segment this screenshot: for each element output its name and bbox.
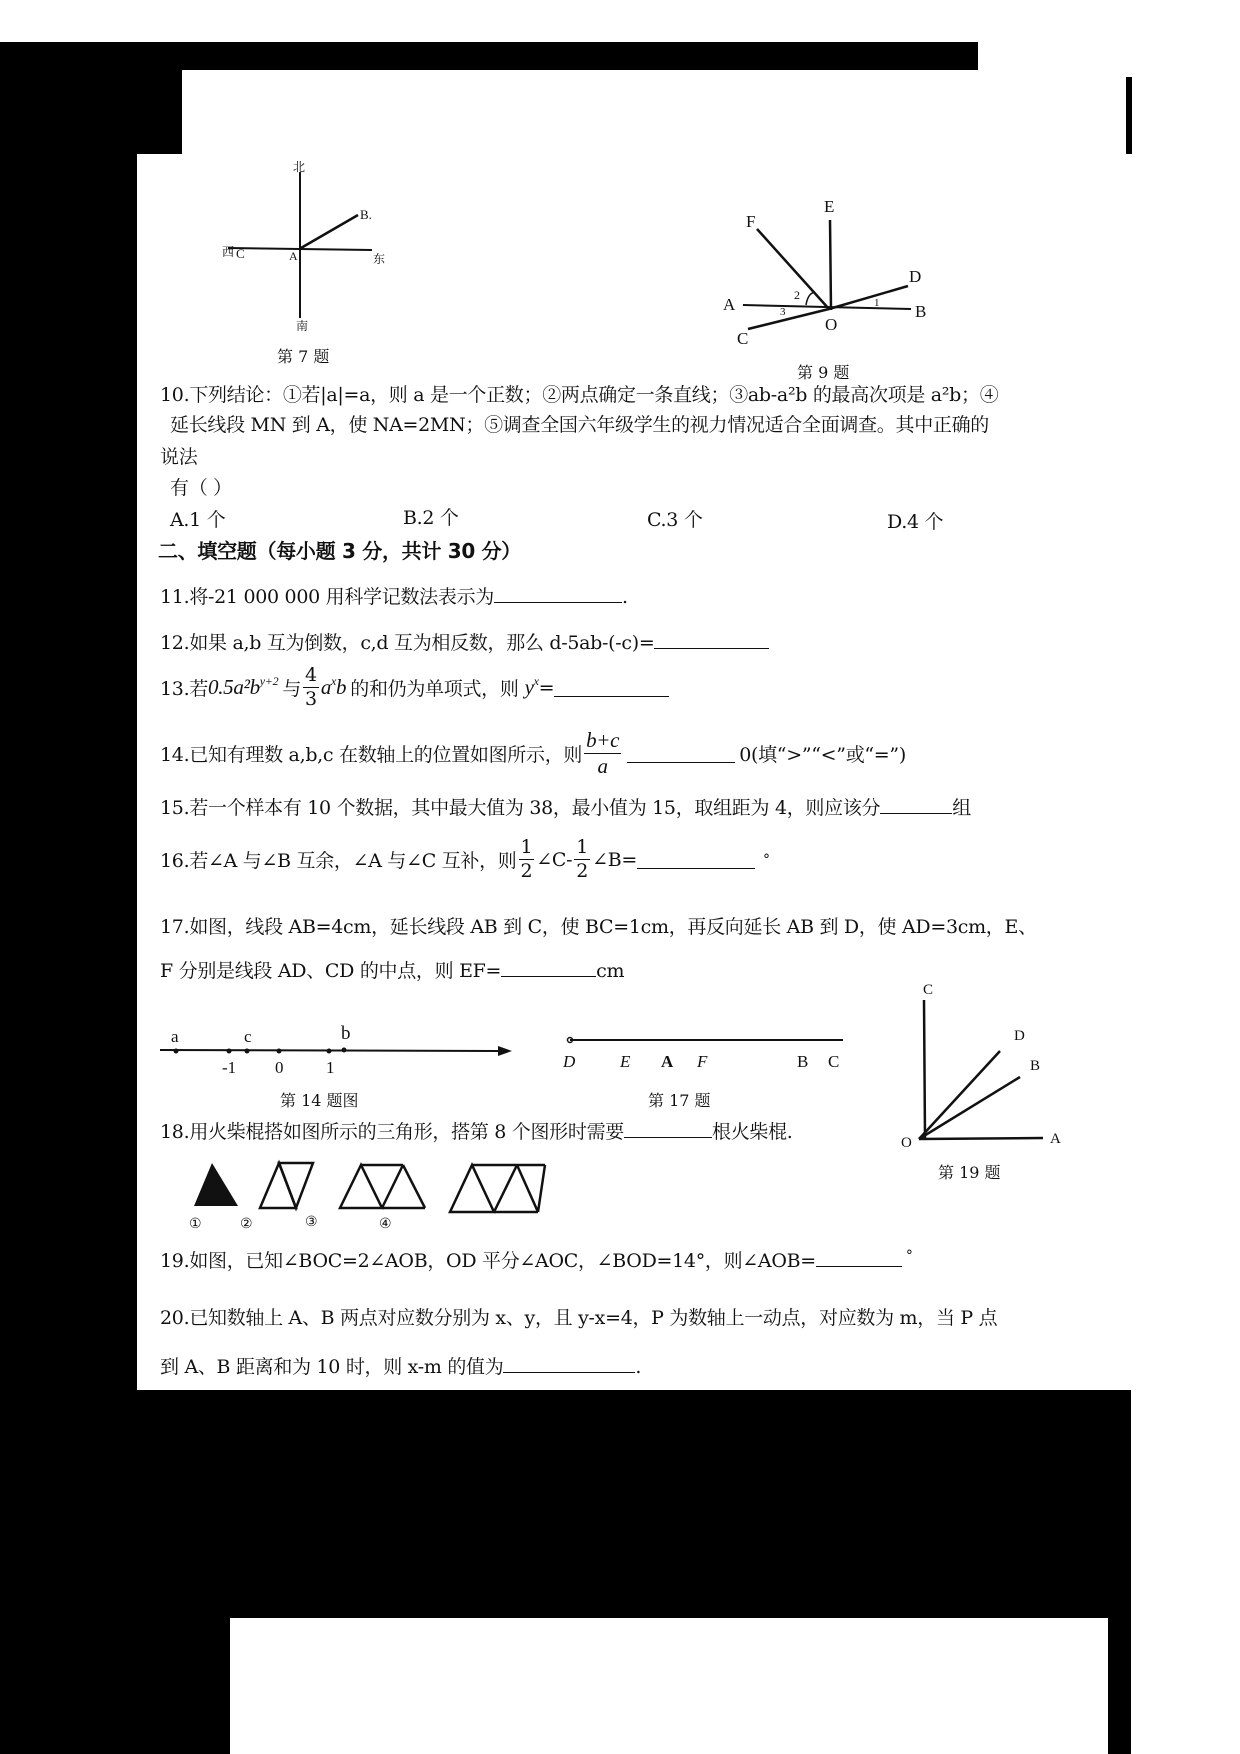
fig7-label-C: C	[236, 246, 245, 261]
fig9-label-1: 1	[874, 297, 880, 309]
fig7-label-south: 南	[296, 319, 309, 333]
fig9-label-2: 2	[794, 288, 800, 302]
q17-tail: cm	[596, 960, 625, 982]
fig9-label-F: F	[746, 212, 756, 231]
question-19	[160, 1246, 913, 1273]
q20-line-1: 20.已知数轴上 A、B 两点对应数分别为 x、y，且 y-x=4，P 为数轴上一动点，对应数为 m，当 P 点	[160, 1307, 998, 1329]
q11-tail: .	[621, 586, 628, 608]
q17-line-1: 17.如图，线段 AB=4cm，延长线段 AB 到 C，使 BC=1cm，再反向延长 AB 到 D，使 AD=3cm，E、	[160, 916, 1037, 938]
fig14-tick-neg1: -1	[222, 1058, 237, 1077]
q17-line-2-text: F 分别是线段 AD、CD 的中点，则 EF=	[160, 960, 502, 982]
fig9-caption: 第 9 题	[797, 363, 850, 382]
q20-answer-blank[interactable]	[503, 1354, 635, 1373]
q15-tail: 组	[952, 797, 971, 819]
q10-line-4: 有（ ）	[170, 477, 232, 499]
q10-option-b[interactable]: B.2 个	[403, 507, 459, 529]
q14-prefix: 14.已知有理数 a,b,c 在数轴上的位置如图所示，则	[160, 744, 583, 766]
q13-term2-exponent: x	[331, 674, 337, 688]
q19-answer-blank[interactable]	[816, 1248, 902, 1267]
q20-line-2-text: 到 A、B 距离和为 10 时，则 x-m 的值为	[160, 1356, 504, 1378]
fig14-point-a: a	[171, 1027, 179, 1046]
fig14-caption: 第 14 题图	[280, 1091, 359, 1110]
q13-mid: 与	[282, 678, 302, 700]
q18-text: 18.用火柴棍搭如图所示的三角形，搭第 8 个图形时需要	[160, 1121, 624, 1143]
q20-tail: .	[635, 1356, 642, 1378]
fig17-label-E: E	[620, 1052, 631, 1071]
fig7-caption: 第 7 题	[277, 347, 330, 366]
q10-line-1: 10.下列结论：①若|a|=a，则 a 是一个正数；②两点确定一条直线；③ab-a²b 的最高次项是 a²b；④	[160, 384, 999, 406]
fig9-label-B: B	[915, 302, 927, 321]
q14-suffix: 0(填“>”“<”或“=”)	[739, 744, 906, 766]
q16-mid: ∠C-	[536, 848, 573, 871]
q13-term1: 0.5a²b	[208, 675, 260, 699]
fig9-label-A: A	[723, 295, 736, 314]
q13-fraction: $\frac{4}{3}$	[305, 664, 317, 710]
q19-text: 19.如图，已知∠BOC=2∠AOB，OD 平分∠AOC，∠BOD=14°，则∠AOB=	[160, 1250, 816, 1272]
fig17-label-F: F	[697, 1052, 708, 1071]
q13-prefix: 13.若	[160, 678, 209, 700]
fig7-label-A: A	[289, 249, 298, 263]
q10-line-3: 说法	[160, 446, 198, 468]
fig9-label-D: D	[909, 267, 922, 286]
fig9-label-O: O	[825, 315, 838, 334]
fig7-label-west: 西	[222, 245, 235, 259]
q13-term1-exponent: y+2	[259, 674, 279, 688]
section-heading: 二、填空题（每小题 3 分，共计 30 分）	[158, 539, 521, 563]
q10-option-c[interactable]: C.3 个	[647, 509, 703, 531]
fig17-label-D: D	[563, 1052, 576, 1071]
fig19-label-O: O	[901, 1135, 912, 1151]
q20-line-2	[160, 1352, 641, 1379]
fig17-label-A: A	[661, 1052, 674, 1071]
fig18-label-4: ④	[379, 1217, 392, 1232]
q12-text: 12.如果 a,b 互为倒数，c,d 互为相反数，那么 d-5ab-(-c)=	[160, 632, 655, 654]
q13-suffix: 的和仍为单项式，则	[350, 678, 519, 700]
q10-line-2: 延长线段 MN 到 A，使 NA=2MN；⑤调查全国六年级学生的视力情况适合全面调查。其中正确的	[170, 414, 989, 436]
fig18-label-2: ②	[240, 1217, 253, 1232]
q16-fraction-2: $\frac{1}{2}$	[576, 836, 589, 882]
q11-text: 11.将-21 000 000 用科学记数法表示为	[160, 586, 494, 608]
fig17-label-C: C	[828, 1052, 840, 1071]
fig14-tick-0: 0	[275, 1058, 284, 1077]
q13-term2: a	[320, 675, 332, 699]
q16-fraction-1: $\frac{1}{2}$	[520, 836, 533, 882]
q19-tail: °	[905, 1247, 913, 1264]
fig7-label-east: 东	[373, 252, 386, 266]
q14-fraction: $\frac{b+c}{a}$	[586, 728, 620, 778]
fig9-label-C: C	[737, 329, 749, 348]
fig18-label-1: ①	[189, 1217, 202, 1232]
fig14-point-c: c	[244, 1027, 252, 1046]
fig17-label-B: B	[797, 1052, 809, 1071]
q13-term2-b: b	[336, 675, 347, 699]
fig19-label-D: D	[1014, 1028, 1025, 1044]
fig19-label-A: A	[1050, 1131, 1061, 1147]
q16-suffix: ∠B=	[592, 848, 637, 871]
q13-lhs: y	[524, 675, 534, 699]
fig7-label-B: B.	[360, 207, 372, 222]
fig19-caption: 第 19 题	[938, 1163, 1001, 1182]
fig14-point-b: b	[341, 1023, 351, 1044]
q13-lhs-exponent: x	[533, 674, 539, 688]
q10-option-a[interactable]: A.1 个	[170, 509, 226, 531]
q16-tail: °	[762, 851, 770, 868]
fig7-label-north: 北	[293, 160, 306, 174]
fig19-label-C: C	[923, 982, 934, 998]
fig14-tick-1: 1	[326, 1058, 335, 1077]
fig18-label-3: ③	[305, 1215, 318, 1230]
fig9-label-E: E	[824, 197, 835, 216]
q13-eq: =	[538, 676, 555, 699]
fig17-caption: 第 17 题	[648, 1091, 711, 1110]
fig9-label-3: 3	[780, 306, 786, 318]
q10-option-d[interactable]: D.4 个	[887, 511, 944, 533]
fig19-label-B: B	[1030, 1058, 1041, 1074]
q15-text: 15.若一个样本有 10 个数据，其中最大值为 38，最小值为 15，取组距为 4，则应该分	[160, 797, 881, 819]
q16-prefix: 16.若∠A 与∠B 互余，∠A 与∠C 互补，则	[160, 850, 517, 872]
q18-tail: 根火柴棍.	[712, 1121, 793, 1143]
